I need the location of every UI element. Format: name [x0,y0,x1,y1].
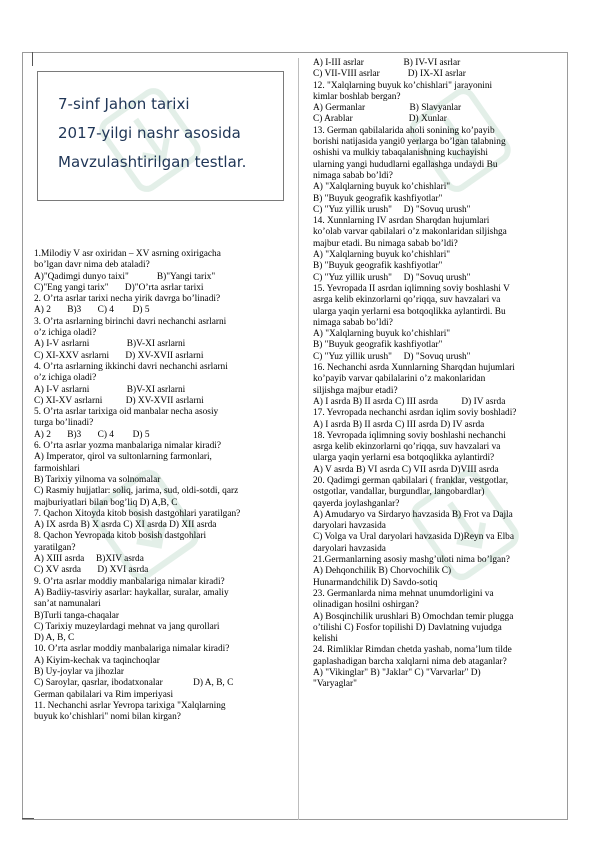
text-line: 3. O’rta asrlarning birinchi davri nechanchi asrlarni [34,316,227,327]
text-line: farmoishlari [34,463,80,474]
text-line: asrga kelib ekinzorlarni qo’riqqa, suv havzalari va [313,295,501,306]
text-line: C) Volga va Ural daryolari havzasida D)Reyn va Elba [313,532,514,543]
text-line: D) A, B, C [34,633,75,644]
text-line: 15. Yevropada II asrdan iqlimning soviy boshlashi V [313,283,510,294]
text-line: 13. German qabilalarida aholi sonining ko’payib [313,125,495,136]
text-line: A) IX asrda B) X asrda C) XI asrda D) XII asrda [34,520,217,531]
text-line: daryolari havzasida [313,543,386,554]
text-line: B)Turli tanga-chaqalar [34,610,120,621]
text-line: C)"Eng yangi tarix" D)"O’rta asrlar tarixi [34,282,204,293]
text-line: A) 2 B)3 C) 4 D) 5 [34,305,150,316]
text-line: A) "Vikinglar" B) "Jaklar" C) "Varvarlar" D) [313,668,481,679]
text-line: siljishga majbur etadi? [313,385,398,396]
text-line: 14. Xunnlarning IV asrdan Sharqdan hujumlari [313,216,490,227]
text-line: ularga yaqin yerlarni esa botqoqlikka aylantirdi? [313,453,495,464]
text-line: German qabilalari va Rim imperiyasi [34,689,174,700]
text-line: C) "Yuz yillik urush" D) "Sovuq urush" [313,351,471,362]
text-line: kelishi [313,634,338,645]
text-line: 20. Qadimgi german qabilalari ( franklar, vestgotlar, [313,475,509,486]
text-line: A) "Xalqlarning buyuk ko’chishlari" [313,329,451,340]
text-line: 11. Nechanchi asrlar Yevropa tarixiga "Xalqlarning [34,700,226,711]
text-line: A) Badiiy-tasviriy asarlar: haykallar, suralar, amaliy [34,587,229,598]
title-box [37,71,284,201]
text-line: 4. O’rta asrlarning ikkinchi davri nechanchi asrlarni [34,361,228,372]
text-line: B) "Buyuk geografik kashfiyotlar" [313,193,443,204]
text-line: A) 2 B)3 C) 4 D) 5 [34,429,150,440]
text-line: C) XV asrda D) XVI asrda [34,565,149,576]
text-line: ostgotlar, vandallar, burgundlar, langobardlar) [313,487,485,498]
left-column-questions [34,249,292,723]
text-line: 23. Germanlarda nima mehnat unumdorligini va [313,588,494,599]
text-line: C) XI-XV asrlarni D) XV-XVII asrlarni [34,395,204,406]
text-line: daryolari havzasida [313,521,386,532]
text-line: o’tilishi C) Fosfor topilishi D) Davlatning vujudga [313,622,502,633]
right-column-questions [313,58,561,691]
text-line: qayerda joylashganlar? [313,498,400,509]
text-line: B) "Buyuk geografik kashfiyotlar" [313,261,443,272]
text-line: olinadigan hosilni oshirgan? [313,600,419,611]
text-line: nimaga sabab bo’ldi? [313,317,393,328]
title-line-subject: 7-sinf Jahon tarixi [58,95,190,113]
text-line: 16. Nechanchi asrda Xunnlarning Sharqdan hujumlari [313,363,515,374]
column-divider [298,58,299,820]
text-line: A) Bosqinchilik urushlari B) Omochdan temir plugga [313,611,514,622]
text-line: A) I asrda B) II asrda C) III asrda D) IV asrda [313,419,485,430]
title-line-description: Mavzulashtirilgan testlar. [58,153,247,171]
text-line: A) V asrda B) VI asrda C) VII asrda D)VIII asrda [313,464,499,475]
text-line: 1.Milodiy V asr oxiridan – XV asrning oxirigacha [34,249,221,259]
text-line: A) Amudaryo va Sirdaryo havzasida B) Frot va Dajla [313,509,513,520]
text-line: B) Uy-joylar va jihozlar [34,666,125,677]
text-line: majburiyatlari bilan bog’liq D) A,B, C [34,497,178,508]
text-line: oshishi va mulkiy tabaqalanishning kuchayishi [313,148,488,159]
text-line: A) I-V asrlarni B)V-XI asrlarni [34,339,186,350]
text-line: ko’olab varvar qabilalari o’z makonlaridan siljishga [313,227,507,238]
text-line: Hunarmandchilik D) Savdo-sotiq [313,577,438,588]
text-line: A) "Xalqlarning buyuk ko’chishlari" [313,182,451,193]
text-line: C) VII-VIII asrlar D) IX-XI asrlar [313,69,466,80]
text-line: kimlar boshlab bergan? [313,91,401,102]
text-line: B) "Buyuk geografik kashfiyotlar" [313,340,443,351]
text-line: C) "Yuz yillik urush" D) "Sovuq urush" [313,204,471,215]
text-line: A)"Qadimgi dunyo taixi" B)"Yangi tarix" [34,271,216,282]
text-line: 9. O’rta asrlar moddiy manbalariga nimalar kiradi? [34,576,225,587]
text-line: "Varyaglar" [313,679,357,690]
text-line: bo’lgan davr nima deb ataladi? [34,260,150,271]
text-line: yaratilgan? [34,542,76,553]
text-line: o’z ichiga oladi? [34,373,97,384]
text-line: A) Imperator, qirol va sultonlarning farmonlari, [34,452,212,463]
text-line: C) Arablar D) Xunlar [313,114,447,125]
text-line: 18. Yevropada iqlimning soviy boshlashi nechanchi [313,430,506,441]
text-line: 24. Rimliklar Rimdan chetda yashab, noma’lum tilde [313,645,512,656]
text-line: asrga kelib ekinzorlarni qo’riqqa, suv havzalari va [313,442,501,453]
text-line: A) Germanlar B) Slavyanlar [313,103,462,114]
text-line: A) I asrda B) II asrda C) III asrda D) IV asrda [313,396,506,407]
text-line: 8. Qachon Yevropada kitob bosish dastgohlari [34,531,207,542]
text-line: nimaga sabab bo’ldi? [313,170,393,181]
text-line: A) I-V asrlarni B)V-XI asrlarni [34,384,186,395]
corner-mark-bottom-left [22,818,34,819]
text-line: B) Tarixiy yilnoma va solnomalar [34,474,161,485]
text-line: 6. O’rta asrlar yozma manbalariga nimalar kiradi? [34,441,222,452]
text-line: borishi natijasida yangi0 yerlarga bo’lgan talabning [313,137,506,148]
text-line: C) Saroylar, qasrlar, ibodatxonalar D) A, B, C [34,678,234,689]
text-line: C) Rasmiy hujjatlar: soliq, jarima, sud, oldi-sotdi, qarz [34,486,239,497]
text-line: C) XI-XXV asrlarni D) XV-XVII asrlarni [34,350,204,361]
text-line: ularga yaqin yerlarni esa botqoqlikka aylantirdi. Bu [313,306,506,317]
text-line: 7. Qachon Xitoyda kitob bosish dastgohlari yaratilgan? [34,508,241,519]
title-line-edition: 2017-yilgi nashr asosida [58,124,241,142]
text-line: A) "Xalqlarning buyuk ko’chishlari" [313,250,451,261]
text-line: A) I-III asrlar B) IV-VI asrlar [313,58,461,68]
text-line: san’at namunalari [34,599,101,610]
text-line: 2. O’rta asrlar tarixi necha yirik davrga bo’linadi? [34,294,221,305]
text-line: C) "Yuz yillik urush" D) "Sovuq urush" [313,272,471,283]
text-line: majbur etadi. Bu nimaga sabab bo’ldi? [313,238,458,249]
text-line: 5. O’rta asrlar tarixiga oid manbalar necha asosiy [34,407,219,418]
text-line: A) XIII asrda B)XIV asrda [34,554,144,565]
text-line: ularning yangi hududlarni egallashga undaydi Bu [313,159,498,170]
text-line: gaplashadigan barcha xalqlarni nima deb ataganlar? [313,656,507,667]
text-line: ko’payib varvar qabilalarini o’z makonlaridan [313,374,486,385]
text-line: A) Kiyim-kechak va taqinchoqlar [34,655,160,666]
text-line: 10. O’rta asrlar moddiy manbalariga nimalar kiradi? [34,644,230,655]
text-line: A) Dehqonchilik B) Chorvochilik C) [313,566,452,577]
text-line: 21.Germanlarning asosiy mashg’uloti nima bo’lgan? [313,555,510,566]
text-line: 17. Yevropada nechanchi asrdan iqlim soviy boshladi? [313,408,517,419]
text-line: o’z ichiga oladi? [34,328,97,339]
text-line: turga bo’linadi? [34,418,94,429]
text-line: 12. "Xalqlarning buyuk ko’chishlari" jarayonini [313,80,493,91]
text-line: buyuk ko’chishlari" nomi bilan kirgan? [34,712,181,723]
text-line: C) Tarixiy muzeylardagi mehnat va jang qurollari [34,621,220,632]
corner-mark-top-left [32,52,33,66]
